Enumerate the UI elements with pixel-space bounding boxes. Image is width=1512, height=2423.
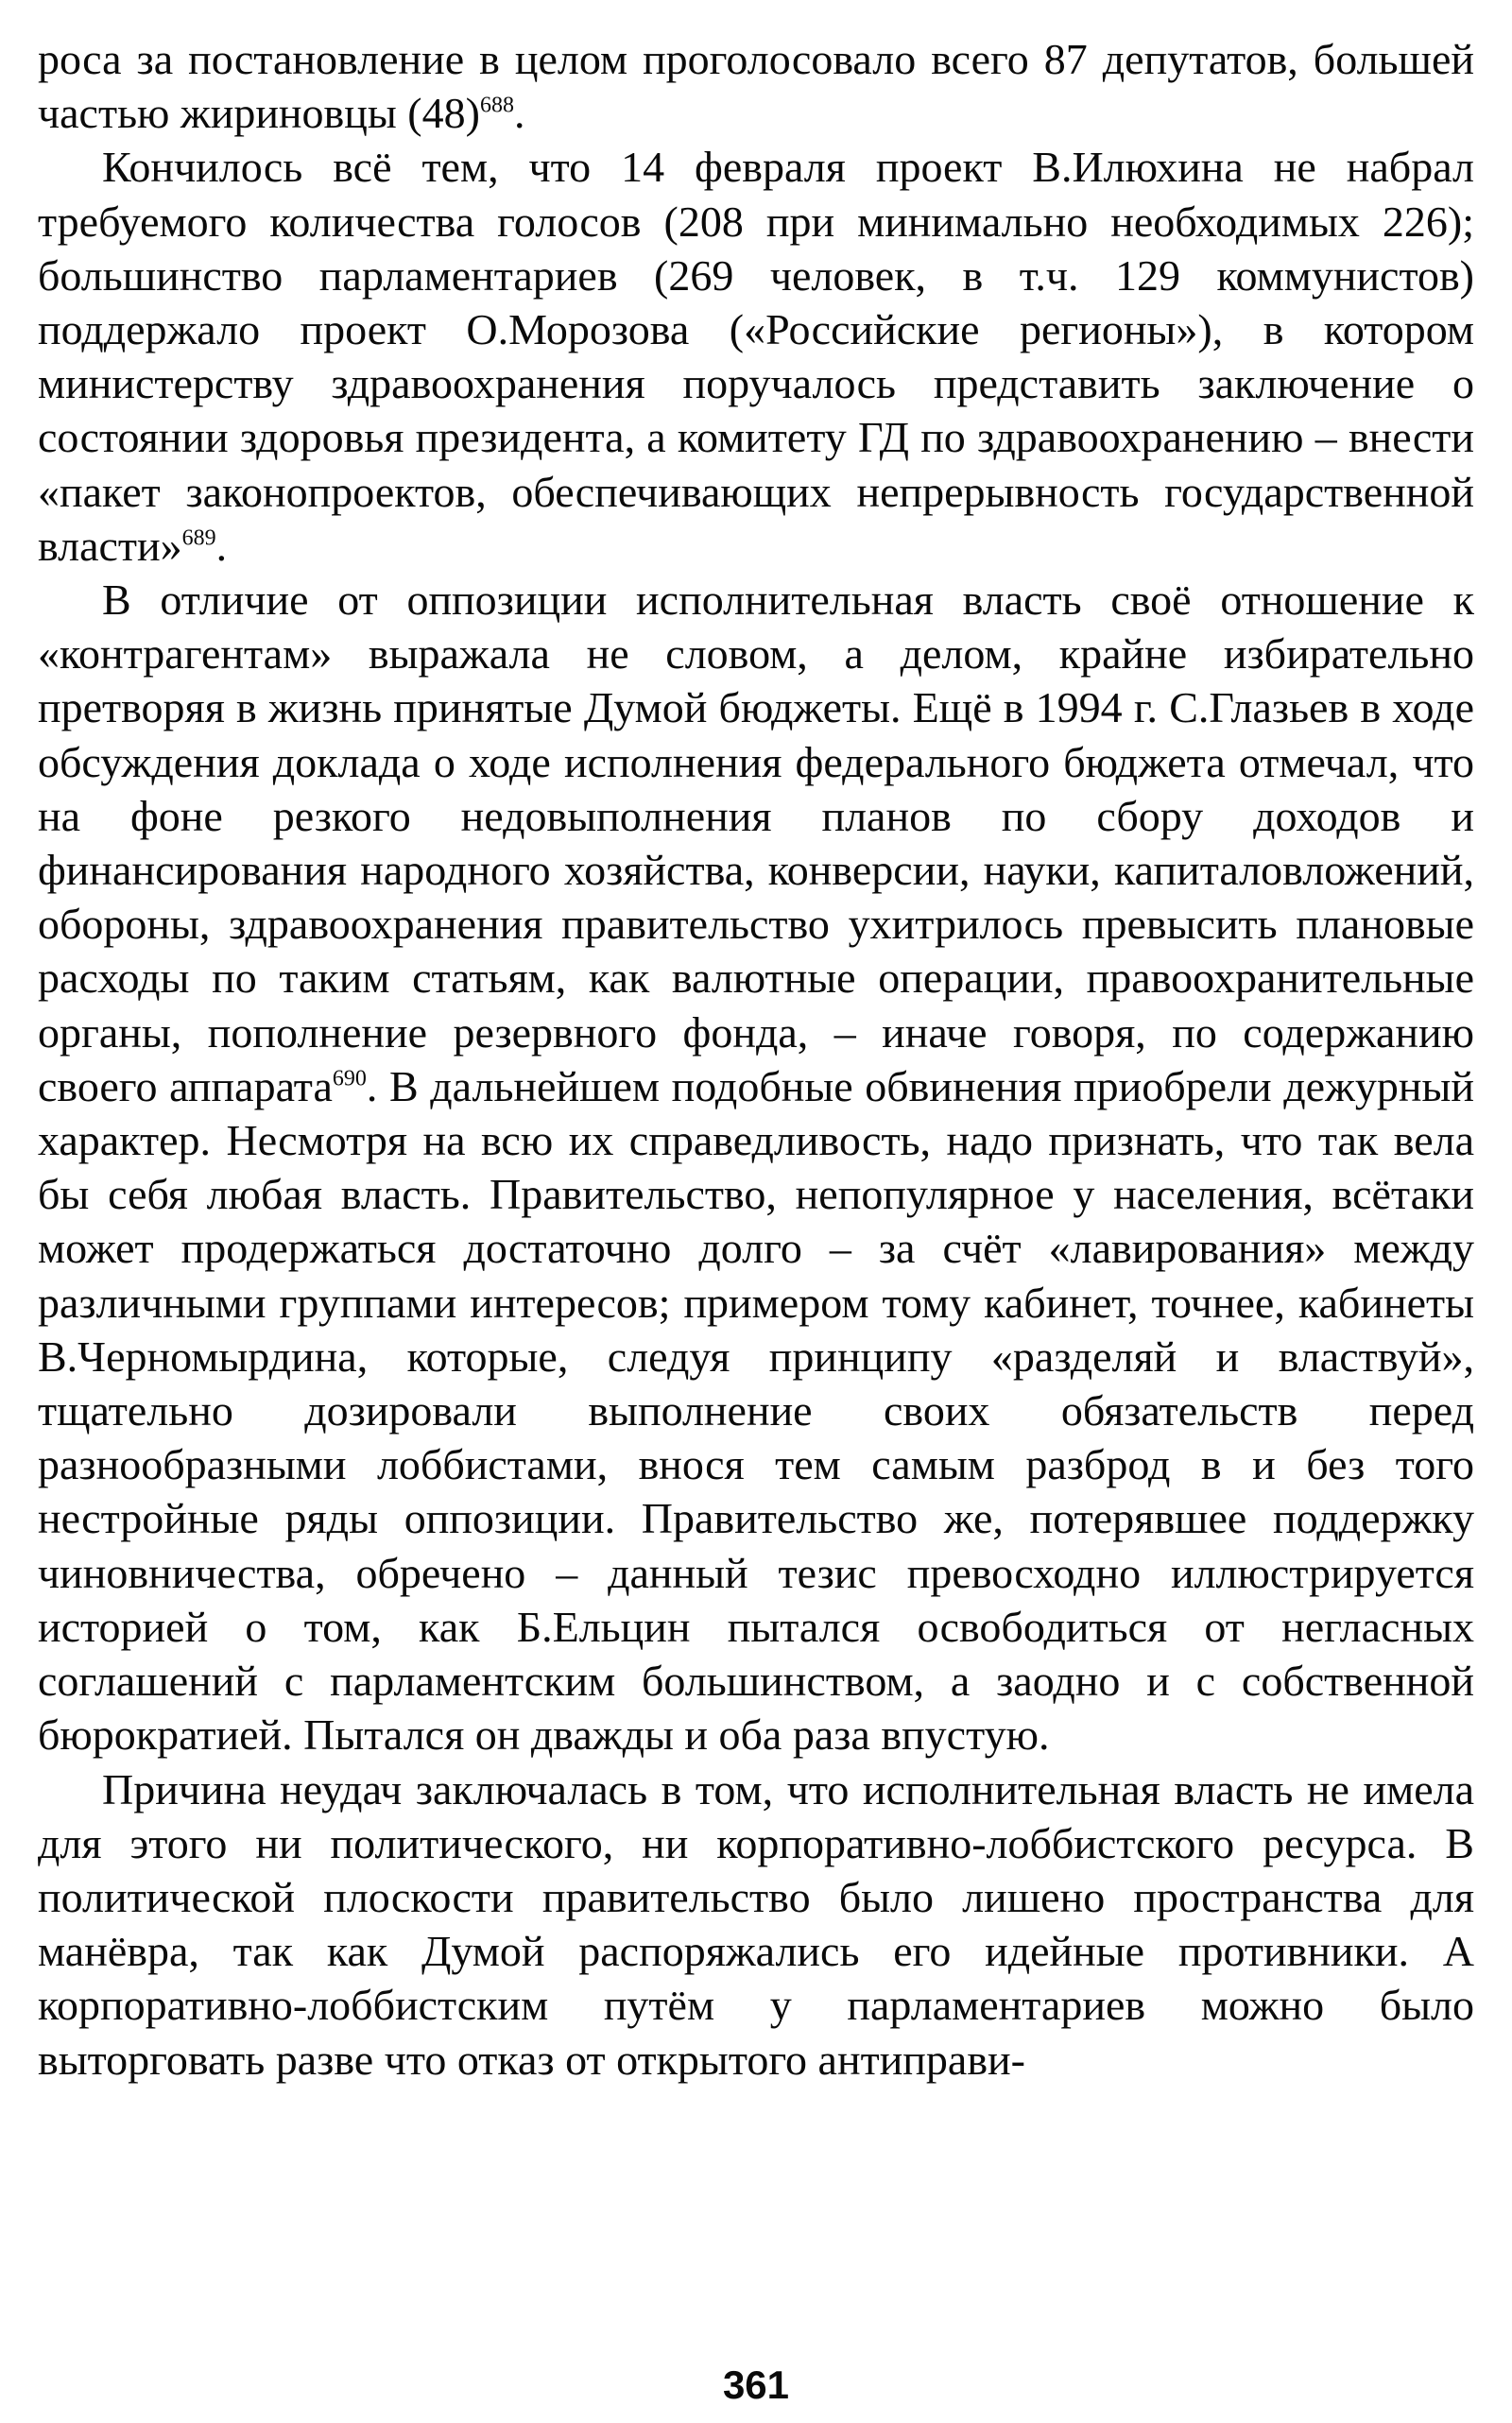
paragraph-tail: . В дальнейшем подобные обвинения приобрели дежурный характер. Несмотря на всю их справедливость, надо признать, что так вела бы себя любая власть. Правительство, непопулярное у населения, всётаки может продержаться достаточно долго – за счёт «лавирования» между различными группами интересов; примером тому кабинет, точнее, кабинеты В.Черномырдина, которые, следуя принципу «разделяй и властвуй», тщательно дозировали выполнение своих обязательств перед разнообразными лоббистами, внося тем самым разброд в и без того нестройные ряды оппозиции. Правительство же, потерявшее поддержку чиновничества, обречено – данный тезис превосходно иллюстрируется историей о том, как Б.Ельцин пытался освободиться от негласных соглашений с парламентским большинством, а заодно и с собственной бюрократией. Пытался он дважды и оба раза впустую. <box>38 1061 1474 1760</box>
paragraph-text: Причина неудач заключалась в том, что исполнительная власть не имела для этого ни политического, ни корпоративно-лоббистского ресурса. В политической плоскости правительство было лишено пространства для манёвра, так как Думой распоряжались его идейные противники. А корпоративно-лоббистским путём у парламентариев можно было выторговать разве что отказ от открытого антиправи- <box>38 1764 1474 2084</box>
paragraph-1 <box>38 32 1474 140</box>
paragraph-text: роса за постановление в целом проголосовало всего 87 депутатов, большей частью жириновцы (48) <box>38 35 1474 138</box>
paragraph-2 <box>38 140 1474 573</box>
footnote-ref-688: 688 <box>479 93 514 118</box>
page-number: 361 <box>722 2363 790 2407</box>
paragraph-4 <box>38 1762 1474 2087</box>
paragraph-tail: . <box>513 89 525 138</box>
footnote-ref-690: 690 <box>332 1066 367 1091</box>
paragraph-text: Кончилось всё тем, что 14 февраля проект В.Илюхина не набрал требуемого количества голосов (208 при минимально необходимых 226); большинство парламентариев (269 человек, в т.ч. 129 коммунистов) поддержало проект О.Морозова («Российские регионы»), в котором министерству здравоохранения поручалось представить заключение о состоянии здоровья президента, а комитету ГД по здравоохранению – внести «пакет законопроектов, обеспечивающих непрерывность государственной власти» <box>38 143 1474 570</box>
footnote-ref-689: 689 <box>181 525 216 551</box>
paragraph-tail: . <box>215 521 228 570</box>
paragraph-3 <box>38 573 1474 1761</box>
paragraph-text: В отличие от оппозиции исполнительная власть своё отношение к «контрагентам» выражала не словом, а делом, крайне избирательно претворяя в жизнь принятые Думой бюджеты. Ещё в 1994 г. С.Глазьев в ходе обсуждения доклада о ходе исполнения федерального бюджета отмечал, что на фоне резкого недовыполнения планов по сбору доходов и финансирования народного хозяйства, конверсии, науки, капиталовложений, обороны, здравоохранения правительство ухитрилось превысить плановые расходы по таким статьям, как валютные операции, правоохранительные органы, пополнение резервного фонда, – иначе говоря, по содержанию своего аппарата <box>38 576 1474 1110</box>
page-body <box>38 32 1474 2087</box>
